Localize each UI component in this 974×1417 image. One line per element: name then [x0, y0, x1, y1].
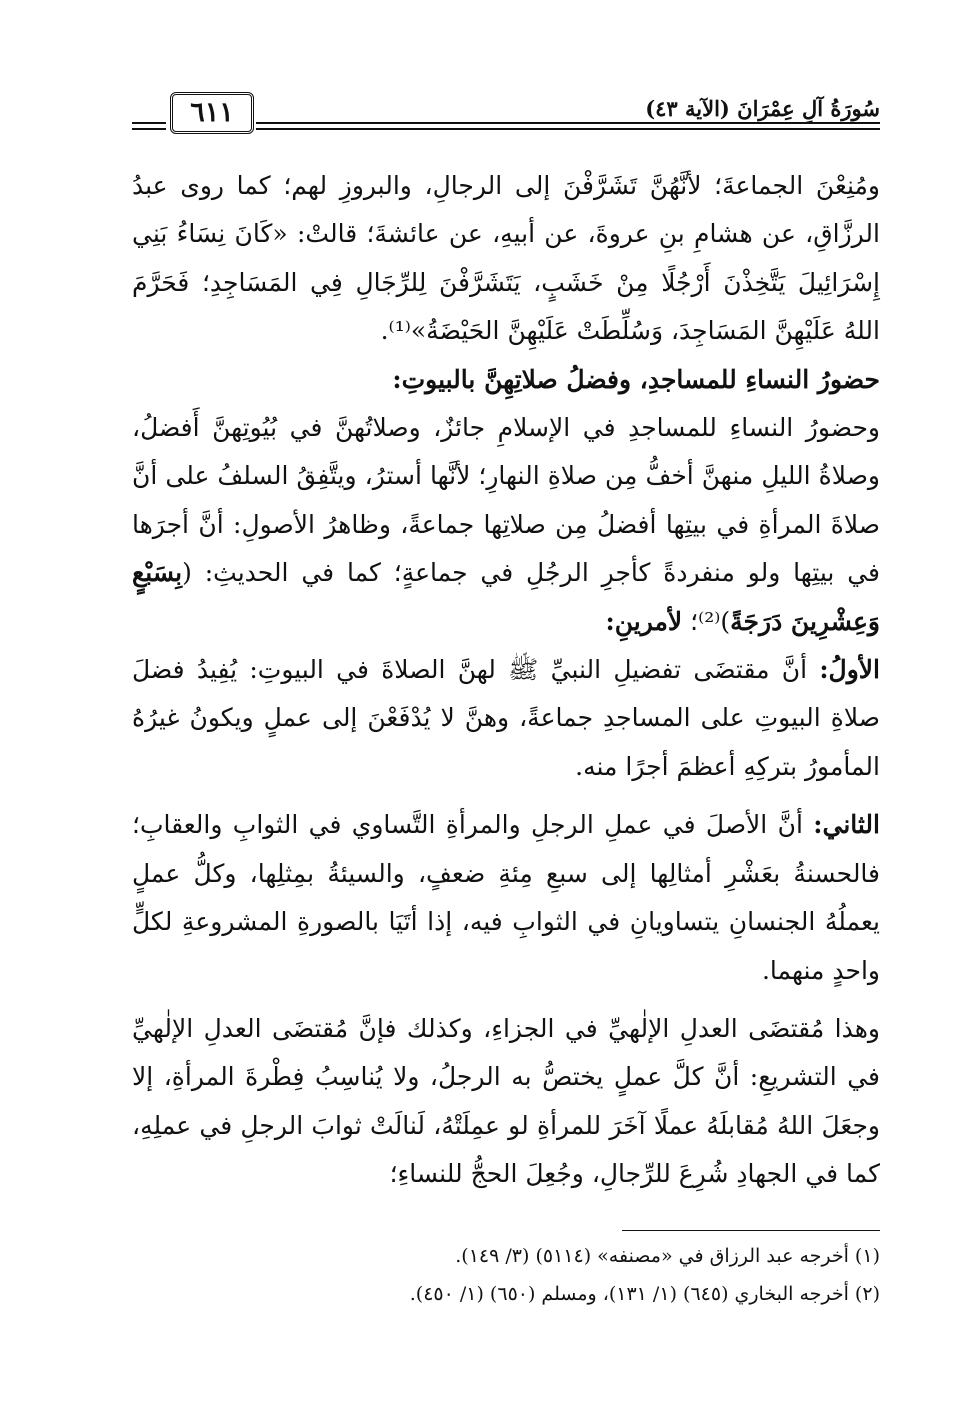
header-rule [256, 128, 880, 130]
paragraph-5: وهذا مُقتضَى العدلِ الإلٰهيِّ في الجزاءِ، وكذلك فإنَّ مُقتضَى العدلِ الإلٰهيِّ في التشريعِ: أنَّ كلَّ عملٍ يختصُّ به الرجلُ، ولا يُناسِبُ فِطْرةَ المرأةِ، إلا وجعَلَ اللهُ مُقابلَهُ عملًا آخَرَ للمرأةِ لو عمِلَتْهُ، لَنالَتْ ثوابَ الرجلِ في عملِهِ، كما في الجهادِ شُرِعَ للرِّجالِ، وجُعِلَ الحجُّ للنساءِ؛ [132, 1013, 880, 1189]
surah-title: سُورَةُ آلِ عِمْرَانَ (الآية ٤٣) [645, 96, 880, 121]
first-point-text: أنَّ مقتضَى تفضيلِ النبيِّ ﷺ لهنَّ الصلاةَ في البيوتِ: يُفِيدُ فضلَ صلاةِ البيوتِ على المساجدِ جماعةً، وهنَّ لا يُدْفَعْنَ إلى عملٍ ويكونُ غيرُهُ المأمورُ بتركِهِ أعظمَ أجرًا منه. [132, 655, 880, 781]
paragraph-2-tail: لأمرينِ: [605, 606, 683, 636]
section-heading: حضورُ النساءِ للمساجدِ، وفضلُ صلاتِهِنَّ بالبيوتِ: [392, 364, 880, 394]
paragraph-2 [132, 404, 880, 646]
page-header [132, 92, 880, 138]
footnote-separator [622, 1230, 880, 1231]
page-number: ٦١١ [170, 92, 254, 134]
second-point-text: أنَّ الأصلَ في عملِ الرجلِ والمرأةِ التَّساوي في الثوابِ والعقابِ؛ فالحسنةُ بعَشْرِ أمثالِها إلى سبعِ مِئةِ ضعفٍ، والسيئةُ بمِثلِها، وكلُّ عملٍ يعملُهُ الجنسانِ يتساويانِ في الثوابِ فيه، إذا أتَيَا بالصورةِ المشروعةِ لكلٍّ واحدٍ منهما. [132, 810, 880, 985]
header-rule [132, 122, 166, 124]
header-rule [256, 122, 880, 124]
footnotes [132, 1237, 880, 1313]
footnote-2: (٢) أخرجه البخاري (٦٤٥) (١/ ١٣١)، ومسلم (٦٥٠) (١/ ٤٥٠). [409, 1283, 880, 1305]
first-point-label: الأولُ: [819, 655, 880, 685]
second-point-label: الثاني: [813, 810, 880, 840]
main-text [132, 162, 880, 1199]
paragraph-2-text: وحضورُ النساءِ للمساجدِ في الإسلامِ جائزٌ، وصلاتُهنَّ في بُيُوتِهنَّ أَفضلُ، وصلاةُ الليلِ منهنَّ أخفُّ مِن صلاةِ النهارِ؛ لأنَّها أسترُ، ويتَّفِقُ السلفُ على أنَّ صلاةَ المرأةِ في بيتِها أفضلُ مِن صلاتِها جماعةً، وظاهرُ الأصولِ: أنَّ أجرَها في بيتِها ولو منفردةً كأجرِ الرجُلِ في جماعةٍ؛ كما في الحديثِ: ( [132, 413, 880, 588]
paragraph-1: ومُنِعْنَ الجماعةَ؛ لأنَّهُنَّ تَشَرَّفْنَ إلى الرجالِ، والبروزِ لهم؛ كما روى عبدُ الرزَّاقِ، عن هشامِ بنِ عروةَ، عن أبيهِ، عن عائشةَ؛ قالتْ: «كَانَ نِسَاءُ بَنِي إِسْرَائِيلَ يَتَّخِذْنَ أَرْجُلًا مِنْ خَشَبٍ، يَتَشَرَّفْنَ لِلرِّجَالِ فِي المَسَاجِدِ؛ فَحَرَّمَ اللهُ عَلَيْهِنَّ المَسَاجِدَ، وَسُلِّطَتْ عَلَيْهِنَّ الحَيْضَةُ»⁽¹⁾. [132, 171, 880, 346]
header-rule [132, 128, 166, 130]
footnote-1: (١) أخرجه عبد الرزاق في «مصنفه» (٥١١٤) (٣/ ١٤٩). [455, 1245, 880, 1267]
paragraph-3 [132, 646, 880, 791]
footnote-ref: )⁽²⁾؛ [690, 606, 731, 636]
paragraph-4 [132, 801, 880, 995]
hadith-quote: بِسَبْعٍ وَعِشْرِينَ دَرَجَةً [132, 558, 880, 636]
